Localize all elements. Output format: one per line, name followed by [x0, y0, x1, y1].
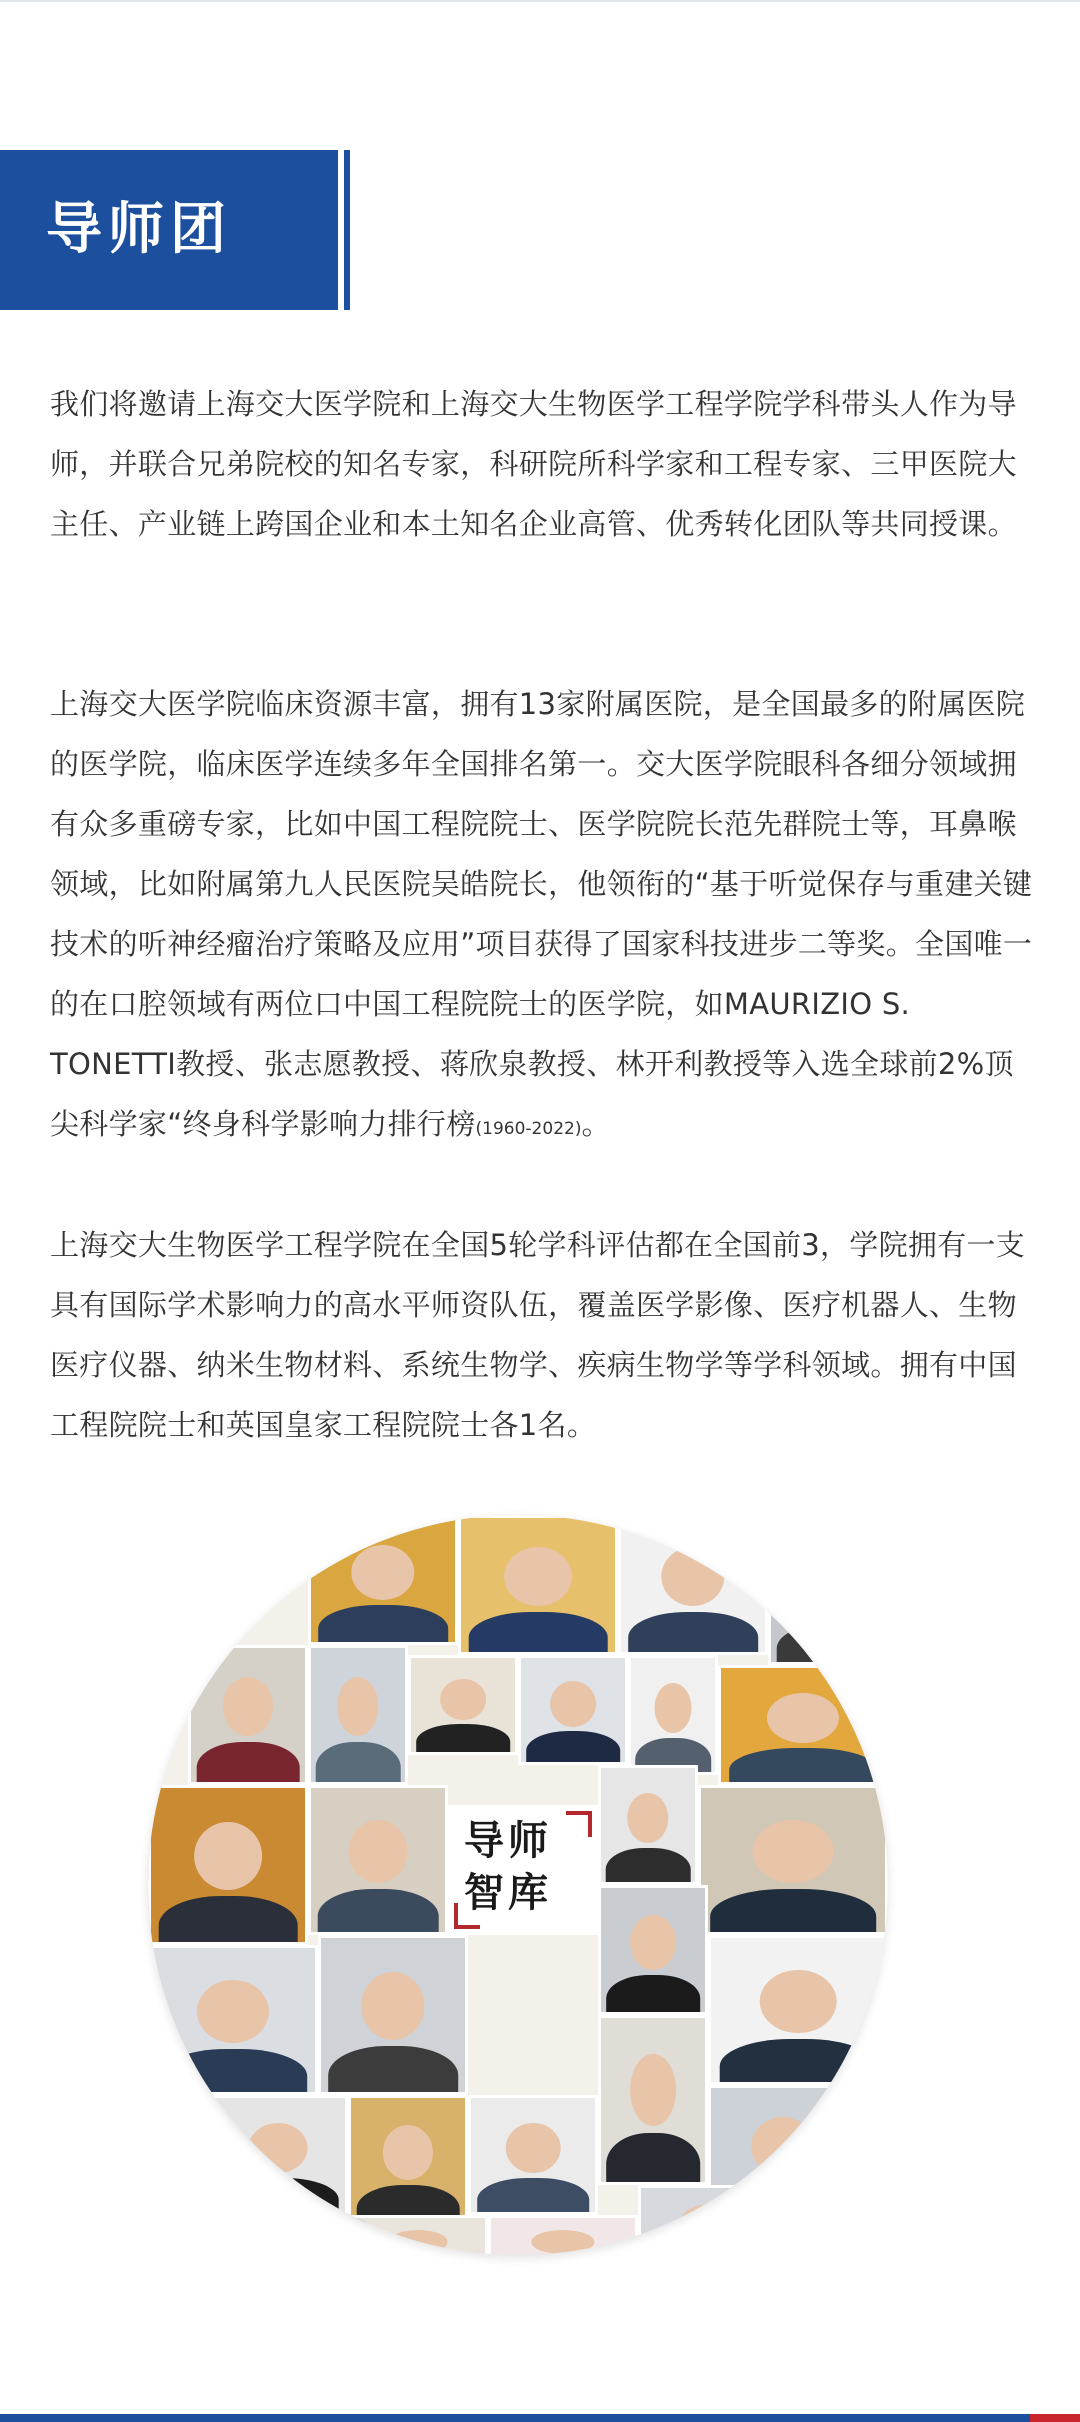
- portrait-body: [318, 1605, 448, 1645]
- mentor-photo: [628, 1655, 718, 1775]
- portrait-body: [526, 1731, 620, 1765]
- mentor-photo: [308, 1515, 458, 1645]
- portrait-face: [767, 1693, 839, 1743]
- title-accent-bar: [344, 150, 350, 310]
- portrait-body: [777, 1625, 880, 1665]
- portrait-face: [194, 1822, 262, 1890]
- mentor-photo: [598, 2015, 708, 2185]
- bme-school-paragraph: 上海交大生物医学工程学院在全国5轮学科评估都在全国前3，学院拥有一支具有国际学术影响力的高水平师资队伍，覆盖医学影像、医疗机器人、生物医疗仪器、纳米生物材料、系统生物学、疾病生物学等学科领域。拥有中国工程院院士和英国皇家工程院院士各1名。: [50, 1228, 1026, 1442]
- portrait-body: [328, 2046, 458, 2095]
- section-title: 导师团: [46, 197, 232, 262]
- collage-center-label-box: [448, 1805, 598, 1935]
- mentor-photo: [148, 1785, 308, 1945]
- footer-bar: [0, 2414, 1080, 2422]
- mentor-photo: [638, 2185, 788, 2255]
- mentor-photo: [408, 1655, 518, 1755]
- mentor-photo-collage: [148, 1515, 888, 2255]
- portrait-face: [223, 1677, 273, 1736]
- portrait-body: [606, 1975, 700, 2015]
- portrait-face: [655, 1683, 692, 1733]
- portrait-face: [361, 1972, 424, 2040]
- portrait-face: [630, 1915, 676, 1970]
- portrait-face: [249, 2123, 308, 2173]
- portrait-body: [159, 1896, 298, 1945]
- portrait-face: [504, 1547, 572, 1606]
- portrait-face: [349, 1820, 408, 1883]
- portrait-face: [760, 1970, 837, 2033]
- intro-paragraph: 我们将邀请上海交大医学院和上海交大生物医学工程学院学科带头人作为导师，并联合兄弟院校的知名专家，科研院所科学家和工程专家、三甲医院大主任、产业链上跨国企业和本土知名企业高管、优秀转化团队等共同授课。: [50, 387, 1017, 541]
- portrait-body: [648, 2240, 778, 2255]
- collage-center-label: 导师智库: [464, 1817, 552, 1916]
- portrait-body: [729, 1748, 877, 1785]
- mentor-photo: [598, 1765, 698, 1885]
- portrait-face: [197, 1980, 269, 2043]
- portrait-body: [318, 1889, 439, 1935]
- portrait-face: [389, 2230, 448, 2254]
- portrait-face: [440, 1679, 486, 1720]
- mentor-photo: [598, 1885, 708, 2015]
- portrait-face: [337, 1677, 378, 1736]
- portrait-body: [720, 2039, 877, 2085]
- mentor-photo: [698, 1785, 888, 1935]
- mentor-photo: [518, 1655, 628, 1765]
- portrait-body: [710, 1889, 876, 1935]
- portrait-body: [218, 2178, 339, 2215]
- portrait-face: [506, 2123, 561, 2173]
- portrait-face: [627, 1793, 668, 1843]
- section-title-banner: [0, 150, 338, 310]
- medical-school-paragraph: [50, 674, 1035, 1159]
- portrait-face: [630, 2054, 676, 2126]
- medical-school-text: 上海交大医学院临床资源丰富，拥有13家附属医院，是全国最多的附属医院的医学院，临床医学连续多年全国排名第一。交大医学院眼科各细分领域拥有众多重磅专家，比如中国工程院院士、医学院院长范先群院士等，耳鼻喉领域，比如附属第九人民医院吴皓院长，他领衔的“基于听觉保存与重建关键技术的听神经瘤治疗策略及应用”项目获得了国家科技进步二等奖。全国唯一的在口腔领域有两位口中国工程院院士的医学院，如MAURIZIO S. TONETTI教授、张志愿教授、蒋欣泉教授、林开利教授等入选全球前2%顶尖科学家“终身科学影响力排行榜: [50, 687, 1033, 1141]
- portrait-body: [416, 1724, 510, 1755]
- mentor-photo: [188, 1645, 308, 1785]
- portrait-body: [159, 2049, 307, 2095]
- portrait-face: [550, 1681, 596, 1727]
- portrait-face: [751, 2117, 814, 2176]
- portrait-face: [681, 2204, 744, 2237]
- ranking-years: (1960-2022): [475, 1119, 582, 1139]
- mentor-photo: [708, 1935, 888, 2085]
- mentor-photo: [208, 2095, 348, 2215]
- mentor-photo: [348, 2095, 468, 2225]
- mentor-photo: [308, 1785, 448, 1935]
- portrait-body: [469, 1612, 608, 1655]
- mentor-photo: [768, 1535, 888, 1665]
- paragraph-end-mark: 。: [581, 1107, 611, 1141]
- portrait-face: [531, 2230, 594, 2254]
- portrait-body: [606, 1848, 691, 1885]
- mentor-photo: [148, 1945, 318, 2095]
- portrait-body: [606, 2133, 700, 2185]
- mentor-photo: [458, 1515, 618, 1655]
- mentor-photo: [618, 1515, 768, 1655]
- portrait-body: [477, 2178, 589, 2215]
- portrait-body: [628, 1612, 758, 1655]
- portrait-body: [197, 1742, 300, 1785]
- portrait-face: [383, 2125, 433, 2180]
- mentor-photo: [468, 2095, 598, 2215]
- mentor-photo: [718, 1665, 888, 1785]
- portrait-body: [316, 1742, 401, 1785]
- portrait-face: [753, 1820, 834, 1883]
- mentor-photo: [348, 2215, 488, 2255]
- portrait-face: [351, 1545, 414, 1600]
- top-divider: [0, 0, 1080, 2]
- mentor-photo: [318, 1935, 468, 2095]
- portrait-face: [661, 1547, 724, 1606]
- footer-accent: [1030, 2414, 1080, 2422]
- mentor-photo: [308, 1645, 408, 1785]
- portrait-face: [803, 1565, 853, 1620]
- mentor-photo: [488, 2215, 638, 2255]
